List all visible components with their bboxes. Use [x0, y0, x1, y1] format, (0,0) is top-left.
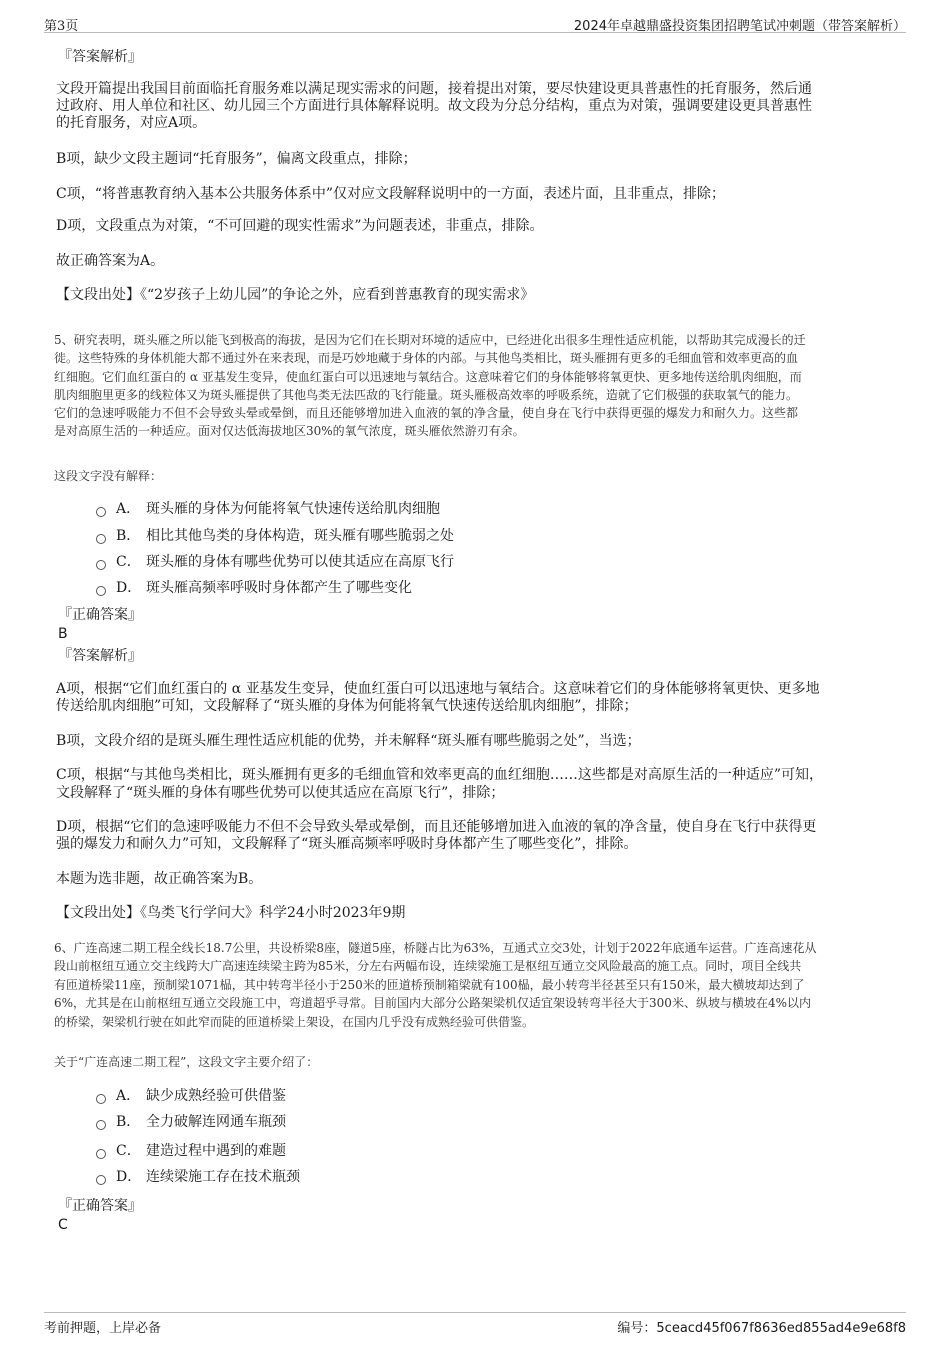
q5-option-d[interactable] [96, 579, 412, 597]
q5-correct-label: 『正确答案』 [58, 607, 142, 623]
option-text: 全力破解连网通车瓶颈 [146, 1114, 286, 1130]
page-number: 第3页 [44, 19, 79, 34]
option-text: 缺少成熟经验可供借鉴 [146, 1088, 286, 1104]
q6-stem-line-4: 6%，尤其是在山前枢纽互通立交段施工中，弯道超乎寻常。目前国内大部分公路架梁机仅适宜架设转弯半径大于300米、纵坡与横坡在4%以内 [54, 996, 811, 1010]
q5-source: 【文段出处】《鸟类飞行学问大》科学24小时2023年9期 [56, 905, 406, 921]
q6-option-d[interactable] [96, 1168, 300, 1186]
radio-icon[interactable] [96, 1175, 106, 1185]
q4-analysis-line-1: 文段开篇提出我国目前面临托育服务难以满足现实需求的问题，接着提出对策，要尽快建设更具普惠性的托育服务，然后通 [56, 81, 812, 97]
option-text: 相比其他鸟类的身体构造，斑头雁有哪些脆弱之处 [146, 528, 454, 544]
q6-stem-line-3: 有匝道桥梁11座，预制梁1071榀，其中转弯半径小于250米的匝道桥预制箱梁就有100榀，最小转弯半径甚至只有150米，最大横坡却达到了 [54, 978, 805, 992]
page-header [44, 12, 906, 33]
q5-stem-line-5: 它们的急速呼吸能力不但不会导致头晕或晕倒，而且还能够增加进入血液的氧的净含量，使自身在飞行中获得更强的爆发力和耐久力。这些都 [54, 406, 799, 420]
q5-stem-line-3: 红细胞。它们血红蛋白的 α 亚基发生变异，使血红蛋白可以迅速地与氧结合。这意味着它们的身体能够将氧更快、更多地传送给肌肉细胞，而 [54, 370, 802, 384]
q5-option-a[interactable] [96, 500, 440, 518]
radio-icon[interactable] [96, 560, 106, 570]
q4-analysis-d: D项，文段重点为对策，“不可回避的现实性需求”为问题表述，非重点，排除。 [56, 218, 544, 234]
q5-analysis-b: B项，文段介绍的是斑头雁生理性适应机能的优势，并未解释“斑头雁有哪些脆弱之处”，当选； [56, 733, 641, 749]
document-title: 2024年卓越鼎盛投资集团招聘笔试冲刺题（带答案解析） [573, 19, 906, 34]
option-text: 斑头雁的身体有哪些优势可以使其适应在高原飞行 [146, 554, 454, 570]
radio-icon[interactable] [96, 1149, 106, 1159]
q5-analysis-a-2: 传送给肌肉细胞”可知，文段解释了“斑头雁的身体为何能将氧气快速传送给肌肉细胞”，排除； [56, 698, 638, 714]
q6-option-a[interactable] [96, 1087, 286, 1105]
option-text: 建造过程中遇到的难题 [146, 1143, 286, 1159]
radio-icon[interactable] [96, 507, 106, 517]
footer-slogan: 考前押题，上岸必备 [44, 1321, 162, 1336]
q5-analysis-c-1: C项，根据“与其他鸟类相比，斑头雁拥有更多的毛细血管和效率更高的血红细胞……这些都是对高原生活的一种适应”可知， [56, 767, 824, 783]
radio-icon[interactable] [96, 1094, 106, 1104]
q4-conclusion: 故正确答案为A。 [56, 253, 165, 269]
radio-icon[interactable] [96, 1120, 106, 1130]
page-footer [44, 1312, 906, 1337]
q4-source: 【文段出处】《“2岁孩子上幼儿园”的争论之外，应看到普惠教育的现实需求》 [56, 287, 535, 303]
document-serial: 编号：5ceacd45f067f8636ed855ad4e9e68f8 [617, 1321, 906, 1336]
option-key: C． [116, 1143, 141, 1159]
q4-analysis-line-3: 的托育服务，对应A项。 [56, 115, 207, 131]
q6-stem-line-5: 的桥梁，架梁机行驶在如此窄而陡的匝道桥梁上架设，在国内几乎没有成熟经验可供借鉴。 [54, 1015, 535, 1029]
option-text: 连续梁施工存在技术瓶颈 [146, 1169, 300, 1185]
q5-stem-line-2: 徙。这些特殊的身体机能大都不通过外在来表现，而是巧妙地藏于身体的内部。与其他鸟类相比，斑头雁拥有更多的毛细血管和效率更高的血 [54, 351, 799, 365]
q6-answer: C [58, 1217, 68, 1233]
q4-analysis-label: 『答案解析』 [58, 49, 142, 65]
q4-analysis-line-2: 过政府、用人单位和社区、幼儿园三个方面进行具体解释说明。故文段为分总分结构，重点为对策，强调要建设更具普惠性 [56, 98, 812, 114]
q6-option-b[interactable] [96, 1113, 286, 1131]
q5-stem-line-1: 5、研究表明，斑头雁之所以能飞到极高的海拔，是因为它们在长期对环境的适应中，已经进化出很多生理性适应机能，以帮助其完成漫长的迁 [54, 333, 806, 347]
option-key: A． [116, 501, 141, 517]
q6-correct-label: 『正确答案』 [58, 1198, 142, 1214]
q5-analysis-a-1: A项，根据“它们血红蛋白的 α 亚基发生变异，使血红蛋白可以迅速地与氧结合。这意味着它们的身体能够将氧更快、更多地 [56, 681, 820, 697]
q5-conclusion: 本题为选非题，故正确答案为B。 [56, 871, 263, 887]
q4-analysis-b: B项，缺少文段主题词“托育服务”，偏离文段重点，排除； [56, 151, 417, 167]
q5-option-b[interactable] [96, 527, 454, 545]
q5-analysis-c-2: 文段解释了“斑头雁的身体有哪些优势可以使其适应在高原飞行”，排除； [56, 785, 505, 801]
radio-icon[interactable] [96, 586, 106, 596]
q6-stem-line-1: 6、广连高速二期工程全线长18.7公里，共设桥梁8座，隧道5座，桥隧占比为63%，互通式立交3处，计划于2022年底通车运营。广连高速花从 [54, 941, 817, 955]
q6-stem-line-2: 段山前枢纽互通立交主线跨大广高速连续梁主跨为85米，分左右两幅布设，连续梁施工是枢纽互通立交风险最高的施工点。同时，项目全线共 [54, 959, 802, 973]
q4-analysis-c: C项，“将普惠教育纳入基本公共服务体系中”仅对应文段解释说明中的一方面，表述片面，且非重点，排除； [56, 186, 726, 202]
option-key: A． [116, 1088, 141, 1104]
q5-analysis-label: 『答案解析』 [58, 648, 142, 664]
option-key: D． [116, 580, 142, 596]
option-key: B． [116, 1114, 141, 1130]
q6-prompt: 关于“广连高速二期工程”，这段文字主要介绍了： [54, 1055, 319, 1069]
q5-option-c[interactable] [96, 553, 454, 571]
q5-prompt: 这段文字没有解释： [54, 469, 163, 483]
q6-option-c[interactable] [96, 1142, 286, 1160]
option-text: 斑头雁的身体为何能将氧气快速传送给肌肉细胞 [146, 501, 440, 517]
q5-analysis-d-2: 强的爆发力和耐久力”可知，文段解释了“斑头雁高频率呼吸时身体都产生了哪些变化”，排除。 [56, 836, 638, 852]
option-key: C． [116, 554, 141, 570]
option-key: D． [116, 1169, 142, 1185]
radio-icon[interactable] [96, 534, 106, 544]
q5-analysis-d-1: D项，根据“它们的急速呼吸能力不但不会导致头晕或晕倒，而且还能够增加进入血液的氧的净含量，使自身在飞行中获得更 [56, 819, 817, 835]
q5-stem-line-6: 是对高原生活的一种适应。面对仅达低海拔地区30%的氧气浓度，斑头雁依然游刃有余。 [54, 424, 525, 438]
option-text: 斑头雁高频率呼吸时身体都产生了哪些变化 [146, 580, 412, 596]
option-key: B． [116, 528, 141, 544]
q5-answer: B [58, 626, 68, 642]
q5-stem-line-4: 肌肉细胞里更多的线粒体又为斑头雁提供了其他鸟类无法匹敌的飞行能量。斑头雁极高效率的呼吸系统，造就了它们极强的获取氧气的能力。 [54, 388, 799, 402]
